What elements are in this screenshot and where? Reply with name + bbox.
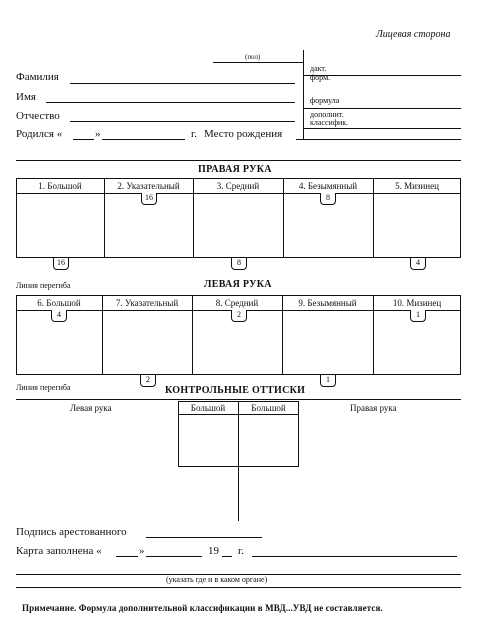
surname-field[interactable]: [70, 83, 295, 84]
year-label: г.: [191, 128, 198, 140]
formula-divider: [303, 50, 304, 140]
right-hand-header-line: [16, 193, 461, 194]
lh-finger-10: 10. Мизинец: [392, 298, 442, 308]
born-month-field[interactable]: [102, 139, 185, 140]
filled-where-field[interactable]: [252, 556, 457, 557]
where-line-2[interactable]: [16, 587, 461, 588]
name-label: Имя: [16, 91, 36, 103]
rh-finger-3: 3. Средний: [216, 181, 260, 191]
signature-label: Подпись арестованного: [16, 526, 127, 538]
lh-fold-line: Линия перегиба: [16, 281, 71, 290]
dopolnit-label: дополнит.: [310, 110, 344, 119]
footer-note: Примечание. Формула дополнительной классификации в МВД...УВД не составляется.: [22, 603, 383, 613]
dakt-label: дакт.: [310, 64, 327, 73]
formula-line-3: [303, 128, 461, 129]
control-title: КОНТРОЛЬНЫЕ ОТТИСКИ: [165, 385, 306, 396]
rh-finger-5: 5. Мизинец: [395, 181, 439, 191]
rh-finger-1: 1. Большой: [38, 181, 82, 191]
filled-label: Карта заполнена «: [16, 545, 102, 557]
rh-finger-4: 4. Безымянный: [298, 181, 358, 191]
rh-bottom-code-8: 8: [231, 258, 247, 270]
birthplace-label: Место рождения: [204, 128, 283, 140]
surname-label: Фамилия: [16, 71, 59, 83]
control-col-2: Большой: [251, 403, 286, 413]
rh-top-code-8: 8: [320, 193, 336, 205]
pol-label: (пол): [245, 53, 261, 61]
lh-bottom-code-2: 2: [140, 375, 156, 387]
born-label: Родился «: [16, 128, 63, 140]
header-separator: [16, 160, 461, 161]
filled-year-prefix: 19: [208, 545, 219, 557]
born-mid: »: [95, 128, 101, 140]
where-note: (указать где и в каком органе): [166, 575, 268, 584]
rh-top-code-16: 16: [141, 193, 157, 205]
pol-line: [213, 62, 303, 63]
born-day-field[interactable]: [73, 139, 94, 140]
control-fold-line: Линия перегиба: [16, 383, 71, 392]
rh-bottom-code-16: 16: [53, 258, 69, 270]
lh-top-code-4: 4: [51, 310, 67, 322]
control-left-hand: Левая рука: [70, 403, 112, 413]
form-label: форм.: [310, 73, 331, 82]
lh-top-code-2: 2: [231, 310, 247, 322]
control-separator: [16, 399, 461, 400]
rh-finger-2: 2. Указательный: [117, 181, 180, 191]
patronymic-label: Отчество: [16, 110, 60, 122]
lh-finger-7: 7. Указательный: [115, 298, 179, 308]
filled-month-field[interactable]: [146, 556, 202, 557]
filled-year-field[interactable]: [222, 556, 232, 557]
right-hand-title: ПРАВАЯ РУКА: [198, 164, 272, 175]
lh-finger-6: 6. Большой: [37, 298, 81, 308]
left-hand-title: ЛЕВАЯ РУКА: [204, 279, 272, 290]
filled-mid: »: [139, 545, 145, 557]
lh-top-code-1: 1: [410, 310, 426, 322]
control-col-1: Большой: [190, 403, 226, 413]
signature-field[interactable]: [146, 537, 262, 538]
patronymic-field[interactable]: [70, 121, 295, 122]
side-label: Лицевая сторона: [376, 29, 451, 40]
control-center-line: [238, 401, 239, 521]
lh-finger-9: 9. Безымянный: [298, 298, 357, 308]
control-right-hand: Правая рука: [350, 403, 397, 413]
filled-day-field[interactable]: [116, 556, 138, 557]
formula-line-1: [303, 75, 461, 76]
formula-label: формула: [310, 96, 340, 105]
birthplace-field[interactable]: [296, 139, 461, 140]
filled-year-label: г.: [238, 545, 245, 557]
lh-finger-8: 8. Средний: [215, 298, 259, 308]
klassifik-label: классифик.: [310, 118, 349, 127]
formula-line-2: [303, 108, 461, 109]
name-field[interactable]: [46, 102, 295, 103]
rh-bottom-code-4: 4: [410, 258, 426, 270]
lh-bottom-code-1: 1: [320, 375, 336, 387]
